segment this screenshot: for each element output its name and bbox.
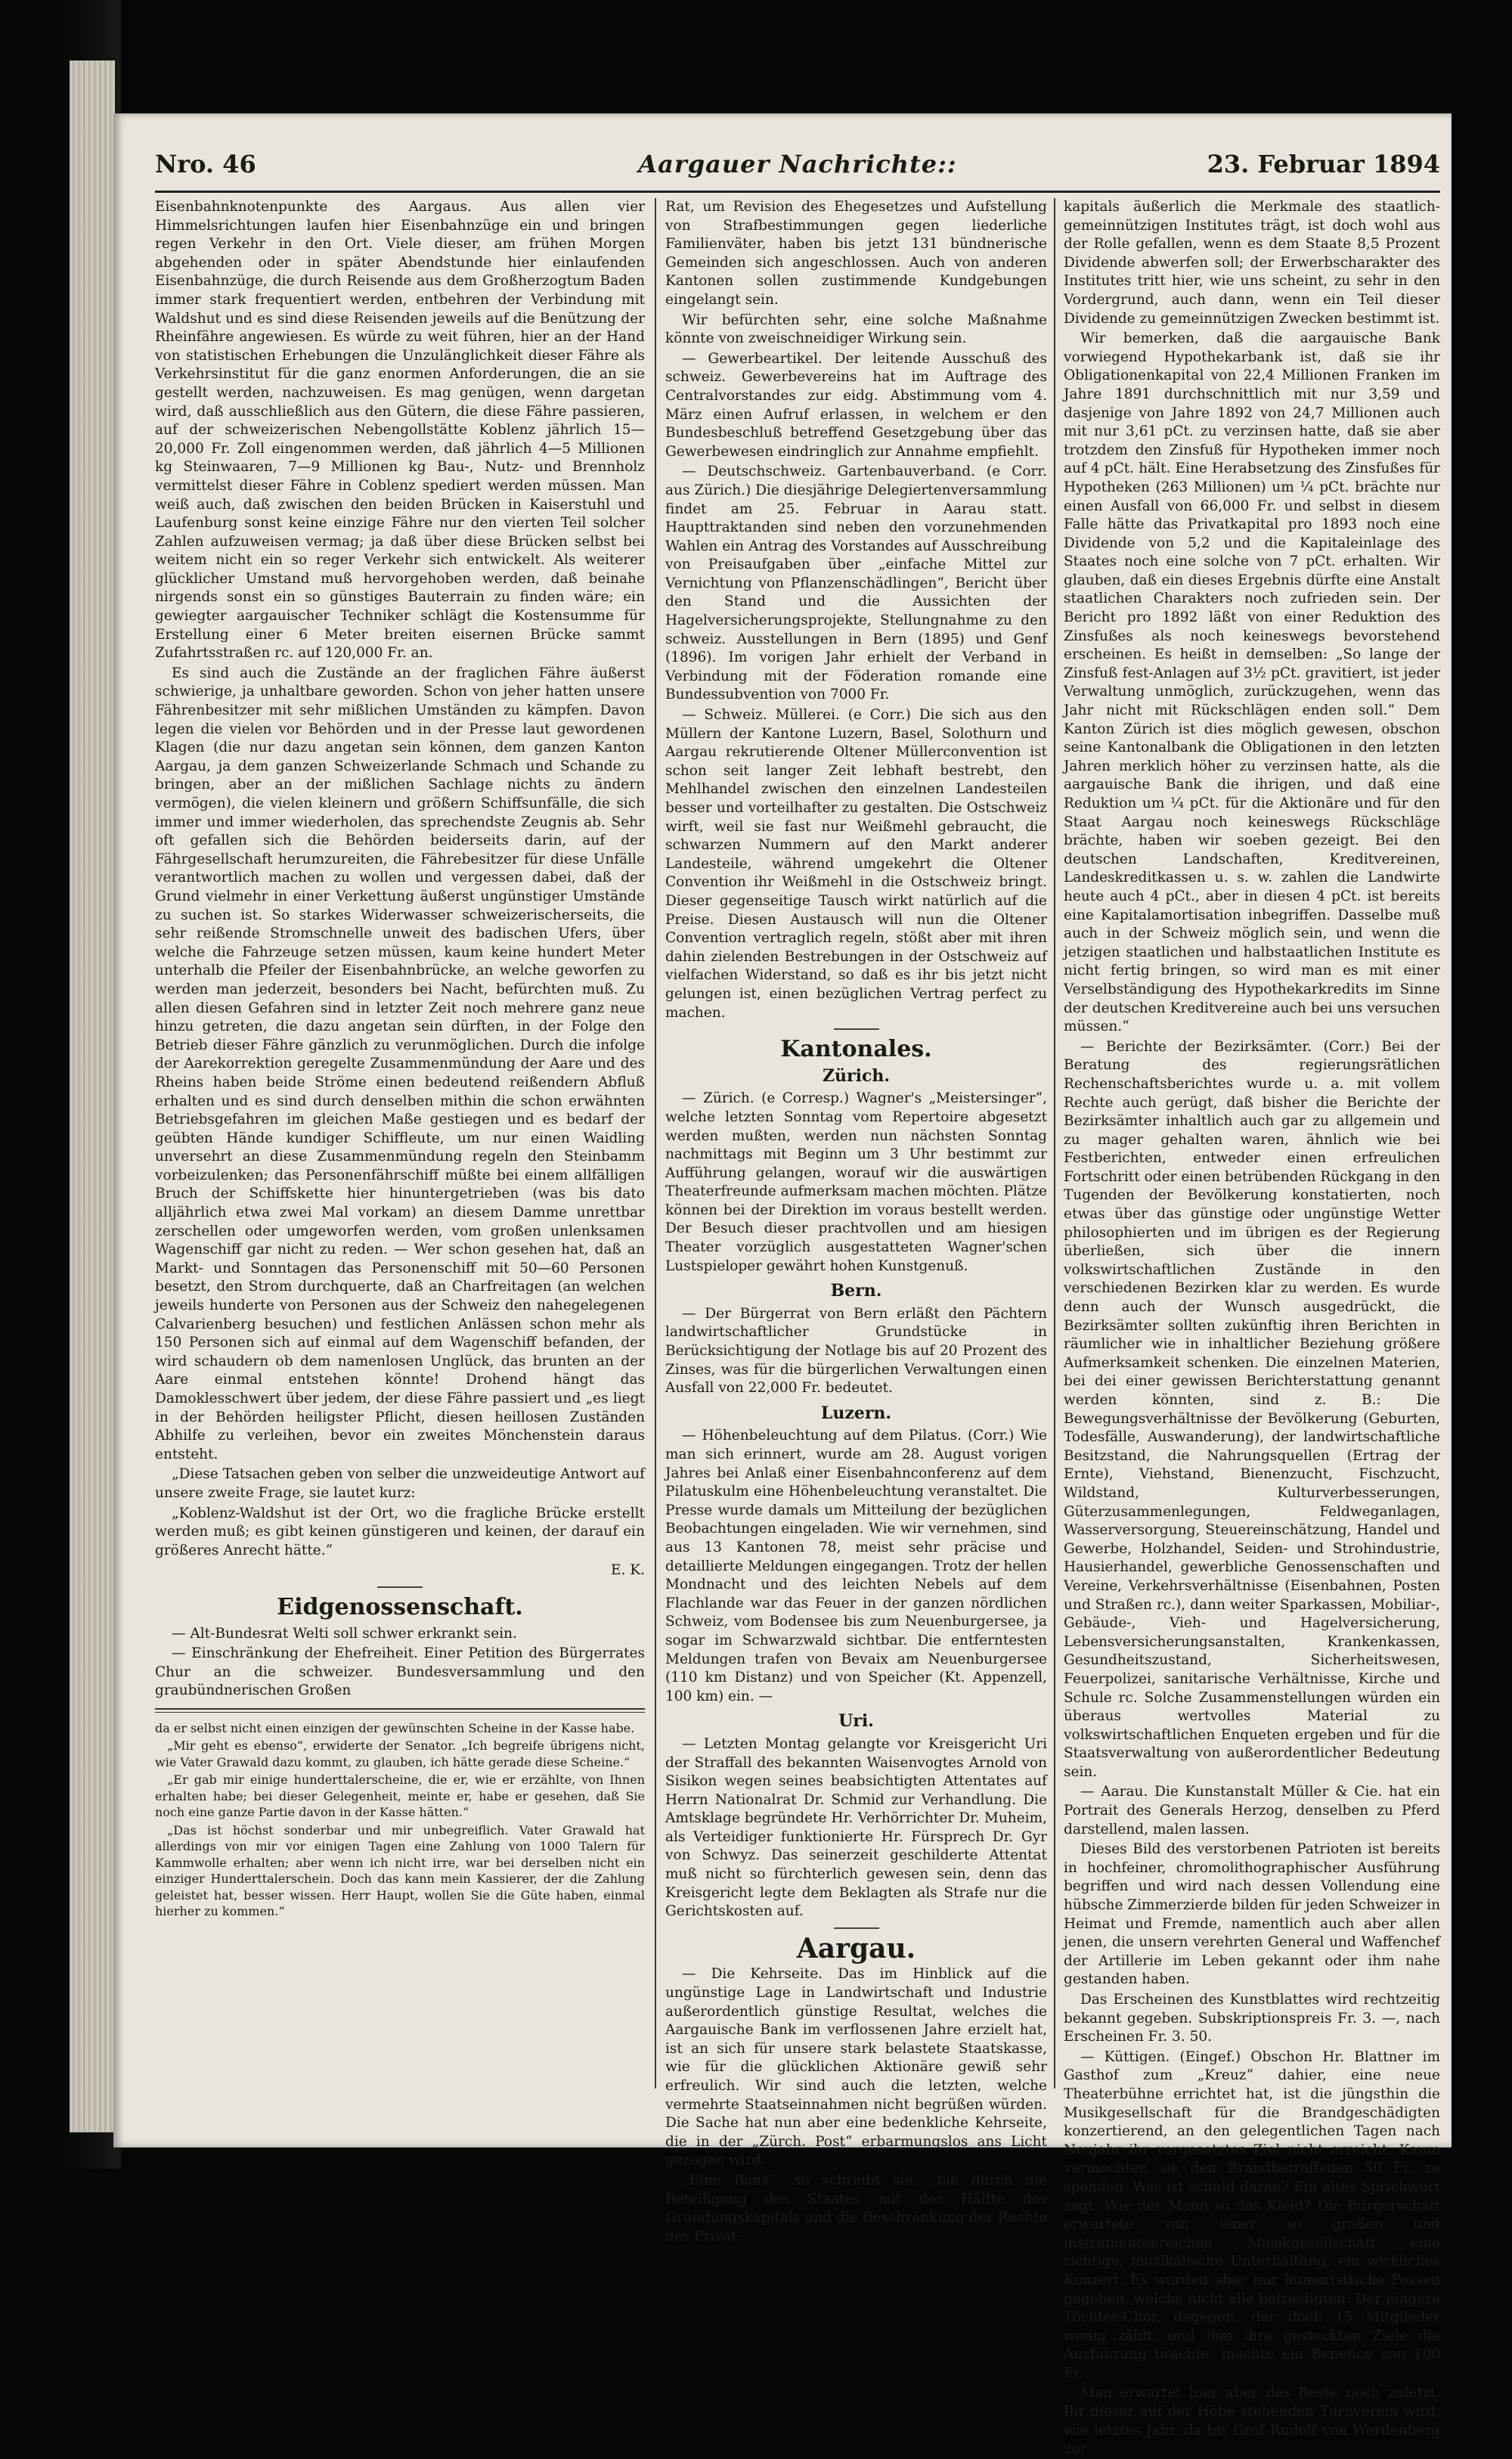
feuilleton-paragraph: „Das ist höchst sonderbar und mir unbegreiflich. Vater Grawald hat allerdings von mir vor einigen Tagen eine Zahlung von 1000 Talern für Kammwolle erhalten; aber wenn ich nicht irre, war bei derselben nicht ein einziger Hunderttalerschein. Doch das kann mein Kassierer, der die Zahlung geleistet hat, besser wissen. Herr Haupt, wollen Sie die Güte haben, einmal hierher zu kommen.“ xyxy=(155,1822,645,1919)
separator xyxy=(834,1028,879,1030)
feuilleton-paragraph: da er selbst nicht einen einzigen der gewünschten Scheine in der Kasse habe. xyxy=(155,1720,635,1735)
article-paragraph: — Deutschschweiz. Gartenbauverband. (e Corr. aus Zürich.) Die diesjährige Delegiertenversammlung findet am 25. Februar in Aarau statt. Haupttraktanden sind neben den vorzunehmenden Wahlen ein Antrag des Vorstandes auf Ausschreibung von Preisaufgaben über „einfache Mittel zur Vernichtung von Pflanzenschädlingen“, Bericht über den Stand und die Aussichten der Hagelversicherungsprojekte, Stellungnahme zu den schweiz. Ausstellungen in Bern (1895) und Genf (1896). Im vorigen Jahr erhielt der Verband in Verbindung mit der Föderation romande eine Bundessubvention von 7000 Fr. xyxy=(665,464,1047,703)
article-paragraph: — Alt-Bundesrat Welti soll schwer erkrankt sein. xyxy=(172,1625,517,1642)
article-paragraph: — Aarau. Die Kunstanstalt Müller & Cie. hat ein Portrait des Generals Herzog, denselben zu Pferd darstellend, malen lassen. xyxy=(1064,1784,1440,1837)
section-heading-aargau: Aargau. xyxy=(796,1932,916,1964)
article-paragraph: „Diese Tatsachen geben von selber die unzweideutige Antwort auf unsere zweite Frage, sie lautet kurz: xyxy=(155,1466,645,1501)
article-paragraph: „Eine Bank“, so schreibt sie, „bie durch die Beteiligung des Staates mit der Hälfte des Gründungskapitals und die Beschränkung der Rechte des Privat- xyxy=(665,2172,1047,2244)
article-paragraph: Es sind auch die Zustände an der fraglichen Fähre äußerst schwierige, ja unhaltbare geworden. Schon von jeher hatten unsere Fährenbesitzer mit sehr mißlichen Umständen zu kämpfen. Davon legen die vielen vor Behörden und in der Presse laut gewordenen Klagen (die nur dazu angetan sein können, dem ganzen Kanton Aargau, ja dem ganzen Schweizerlande Schmach und Schande zu bringen, aber an der mißlichen Sachlage nichts zu ändern vermögen), die vielen kleinern und größern Schiffsunfälle, die sich immer und immer wiederholen, das sprechendste Zeugnis ab. Sehr oft gefallen sich die Behörden beiderseits darin, auf der Fährgesellschaft herumzureiten, die Fährebesitzer für diese Unfälle verantwortlich machen zu wollen und vergessen dabei, daß der Grund vielmehr in einer Verkettung äußerst ungünstiger Umstände zu suchen ist. So starkes Widerwasser schweizerischerseits, die sehr reißende Stromschnelle unweit des badischen Ufers, über welche die Fahrzeuge setzen müssen, kaum keine hundert Meter unterhalb die Pfeiler der Eisenbahnbrücke, an welche geworfen zu werden man jederzeit, besonders bei Nacht, befürchten muß. Zu allen diesen Gefahren sind in letzter Zeit noch mehrere ganz neue hinzu getreten, die dazu angetan sein dürften, in der Folge den Betrieb dieser Fähre gänzlich zu verunmöglichen. Durch die infolge der Aarekorrektion geregelte Zusammenmündung der Aare und des Rheins haben beide Ströme einen bedeutend reißendern Abfluß erhalten und es sind durch denselben mithin die schon erwähnten Betriebsgefahren im gleichen Maße gestiegen und es bedarf der geübten Hände kundiger Schiffleute, um nur einen Waidling unversehrt an diese Zusammenmündung regeln den Steinbamm vorbeizulenken; das Personenfährschiff müßte bei einem allfälligen Bruch der Schiffskette hier hinuntergetrieben (was bis dato alljährlich etwa zwei Mal vorkam) an diesem Damme unrettbar zerschellen oder umgeworfen werden, vom großen unlenksamen Wagenschiff gar nicht zu reden. — Wer schon gesehen hat, daß an Markt- und Sonntagen das Personenschiff mit 50—60 Personen besetzt, den Strom durchquerte, daß an Charfreitagen (an welchen jeweils hunderte von Personen aus der Schweiz den nahegelegenen Calvarienberg besuchen) und festlichen Anlässen schon mehr als 150 Personen sich auf einmal auf dem Wagenschiff befanden, der wird schaudern ob dem namenlosen Unglück, das brunten an der Aare einmal entstehen könnte! Drohend hängt das Damoklesschwert über jedem, der diese Fähre passiert und „es liegt in der Behörden heiligster Pflicht, diesen heillosen Zuständen Abhilfe zu verleihen, bevor ein zweites Mönchenstein daraus entsteht. xyxy=(155,665,645,1462)
page-edges xyxy=(70,60,115,2132)
article-paragraph: — Zürich. (e Corresp.) Wagner's „Meistersinger“, welche letzten Sonntag vom Repertoire abgesetzt werden mußten, werden nun nächsten Sonntag nachmittags mit Beginn um 3 Uhr bestimmt zur Aufführung gelangen, worauf wir die auswärtigen Theaterfreunde aufmerksam machen möchten. Plätze können bei der Direktion im voraus bestellt werden. Der Besuch dieser prachtvollen und am hiesigen Theater vorzüglich ausgestatteten Wagner'schen Lustspieloper gewährt hohen Kunstgenuß. xyxy=(665,1090,1048,1274)
author-signature: E. K. xyxy=(611,1562,645,1579)
feuilleton-rule xyxy=(155,1708,645,1713)
article-paragraph: — Der Bürgerrat von Bern erläßt den Pächtern landwirtschaftlicher Grundstücke in Berücksichtigung der Notlage bis auf 20 Prozent des Zinses, was für die bürgerlichen Verwaltungen einen Ausfall von 22,000 Fr. bedeutet. xyxy=(665,1305,1047,1397)
subheading-uri: Uri. xyxy=(838,1711,874,1732)
article-paragraph: — Einschränkung der Ehefreiheit. Einer Petition des Bürgerrates Chur an die schweizer. Bundesversammlung und den graubündnerischen Großen xyxy=(155,1645,645,1699)
feuilleton-paragraph: „Er gab mir einige hunderttalerscheine, die er, wie er erzählte, von Ihnen erhalten habe; bei dieser Gelegenheit, meinte er, habe er gesehen, daß Sie noch eine ganze Partie davon in der Kasse hätten.“ xyxy=(155,1772,645,1820)
feuilleton xyxy=(155,1720,645,1920)
article-paragraph: — Die Kehrseite. Das im Hinblick auf die ungünstige Lage in Landwirtschaft und Industrie außerordentlich günstige Resultat, welches die Aargauische Bank im verflossenen Jahre erzielt hat, ist an sich für unsere stark belastete Staatskasse, wie für die glücklichen Aktionäre gewiß sehr erfreulich. Wir sind auch die letzten, welche vermehrte Staatseinnahmen nicht begrüßen würden. Die Sache hat nun aber eine bedenkliche Kehrseite, die in der „Zürch. Post“ erbarmungslos ans Licht gezogen wird. xyxy=(665,1966,1047,2169)
article-paragraph: — Höhenbeleuchtung auf dem Pilatus. (Corr.) Wie man sich erinnert, wurde am 28. August vorigen Jahres bei Anlaß einer Eisenbahnconferenz auf dem Pilatuskulm eine Höhenbeleuchtung veranstaltet. Die Presse wurde damals um Mitteilung der bezüglichen Beobachtungen eingeladen. Wie wir vernehmen, sind aus 13 Kantonen 78, meist sehr präcise und detaillierte Meldungen eingegangen. Trotz der hellen Mondnacht und des leichten Nebels auf dem Flachlande war das Feuer in der ganzen nördlichen Schweiz, vom Bodensee bis zum Neuenburgersee, ja sogar im Schwarzwald sichtbar. Die entferntesten Meldungen trafen von Bevaix am Neuenburgersee (110 km Distanz) und von Speicher (Kt. Appenzell, 100 km) ein. — xyxy=(665,1428,1047,1704)
column-3 xyxy=(1064,198,1440,2457)
separator xyxy=(377,1586,423,1588)
column-rule xyxy=(1054,198,1055,2088)
article-paragraph: Rat, um Revision des Ehegesetzes und Aufstellung von Strafbestimmungen gegen liederliche Familienväter, haben bis jetzt 131 bündnerische Gemeinden sich angeschlossen. Auch von anderen Kantonen sollen zustimmende Kundgebungen eingelangt sein. xyxy=(665,199,1047,308)
subheading-bern: Bern. xyxy=(830,1281,882,1301)
article-paragraph: Dieses Bild des verstorbenen Patrioten ist bereits in hochfeiner, chromolithographischer Ausführung begriffen und wird nach dessen Vollendung eine hübsche Zimmerzierde bilden für jeden Schweizer in Heimat und Fremde, namentlich auch aber allen jenen, die unsern verehrten General und Waffenchef der Artillerie im Leben gekannt oder ihm nahe gestanden haben. xyxy=(1064,1841,1440,1988)
subheading-luzern: Luzern. xyxy=(820,1403,892,1423)
article-paragraph: — Gewerbeartikel. Der leitende Ausschuß des schweiz. Gewerbevereins hat im Auftrage des Centralvorstandes zur eidg. Abstimmung vom 4. März einen Aufruf erlassen, in welchem er den Bundesbeschluß betreffend Gesetzgebung über das Gewerbewesen eindringlich zur Annahme empfiehlt. xyxy=(665,350,1047,460)
separator xyxy=(834,1927,879,1929)
article-paragraph: kapitals äußerlich die Merkmale des staatlich-gemeinnützigen Institutes trägt, ist doch wohl aus der Rolle gefallen, wenn es dem Staate 8,5 Prozent Dividende abwerfen soll; der Erwerbscharakter des Institutes tritt hier, wie uns scheint, zu sehr in den Vordergrund, auch dann, wenn ein Teil dieser Dividende zu gemeinnützigen Zwecken bestimmt ist. xyxy=(1064,199,1440,327)
issue-date: 23. Februar 1894 xyxy=(1207,150,1440,178)
header-rule xyxy=(155,191,1440,193)
column-rule xyxy=(655,198,656,2088)
section-heading-eidgenossenschaft: Eidgenossenschaft. xyxy=(277,1593,523,1620)
article-paragraph: Wir bemerken, daß die aargauische Bank vorwiegend Hypothekarbank ist, daß sie ihr Obligationenkapital von 22,4 Millionen Franken im Jahre 1891 durchschnittlich mit nur 3,59 und dasjenige von Jahre 1892 von 24,7 Millionen auch mit nur 3,61 pCt. zu verzinsen hatte, daß sie aber trotzdem den Zinsfuß für Hypotheken immer noch auf 4 pCt. hält. Eine Herabsetzung des Zinsfußes für Hypotheken (263 Millionen) um ¼ pCt. brächte nur einen Ausfall von 66,000 Fr. und selbst in diesem Falle hätte das Privatkapital pro 1893 noch eine Dividende von 5,2 und die Kapitaleinlage des Staates noch eine solche von 7 pCt. erhalten. Wir glauben, daß ein dieses Ergebnis dürfte eine Anstalt staatlichen Charakters noch zufrieden sein. Der Bericht pro 1892 läßt von einer Reduktion des Zinsfußes als noch keineswegs bevorstehend erscheinen. Es heißt in demselben: „So lange der Zinsfuß fest-Anlagen auf 3½ pCt. gravitiert, ist jeder Verwaltung unmöglich, zurückzugehen, wenn das Jahr nicht mit Rückschlägen enden soll.“ Dem Kanton Zürich ist dies möglich gewesen, obschon seine Kantonalbank die Obligationen in den letzten Jahren merklich höher zu verzinsen hatte, als die aargauische Bank die ihrigen, und daß eine Reduktion um ¼ pCt. für die Aktionäre und für den Staat Aargau noch keineswegs Rückschläge brächte, haben wir soeben gezeigt. Bei den deutschen Landschaften, Kreditvereinen, Landeskreditkassen u. s. w. zahlen die Landwirte heute auch 4 pCt., aber in diesen 4 pCt. ist bereits eine Kapitalamortisation inbegriffen. Dasselbe muß auch in der Schweiz möglich sein, und wenn die jetzigen staatlichen und halbstaatlichen Institute es nicht fertig bringen, so wird man es mit einer Verselbständigung des Hypothekarkredits im Sinne der deutschen Kreditvereine auch bei uns versuchen müssen.“ xyxy=(1064,330,1440,1035)
column-1 xyxy=(155,198,645,2119)
article-paragraph: Wir befürchten sehr, eine solche Maßnahme könnte von zweischneidiger Wirkung sein. xyxy=(665,312,1047,347)
section-heading-kantonales: Kantonales. xyxy=(780,1036,932,1063)
article-paragraph: — Berichte der Bezirksämter. (Corr.) Bei der Beratung des regierungsrätlichen Rechenschaftsberichtes wurde u. a. mit vollem Rechte auch gerügt, daß bisher die Berichte der Bezirksämter inhaltlich auch gar zu allgemein und zu mager gehalten waren, ähnlich wie bei Festberichten, entweder einen erfreulichen Fortschritt oder einen betrübenden Rückgang in den Tugenden der Bevölkerung konstatierten, noch etwas über das günstige oder ungünstige Wetter philosophierten und im übrigen es der Regierung überließen, sich über die innern volkswirtschaftlichen Zustände in den verschiedenen Bezirken klar zu werden. Es wurde denn auch der Wunsch ausgedrückt, die Bezirksämter sollten zukünftig ihren Berichten in räumlicher wie in inhaltlicher Beziehung größere Aufmerksamkeit schenken. Die einzelnen Materien, bei dei einer gewissen Berichterstattung genannt werden könnten, sind z. B.: Die Bewegungsverhältnisse der Bevölkerung (Geburten, Todesfälle, Auswanderung), der landwirtschaftliche Besitzstand, die Nahrungsquellen (Ertrag der Ernte), Viehstand, Bienenzucht, Fischzucht, Wildstand, Kulturverbesserungen, Güterzusammenlegungen, Feldweganlagen, Wasserversorgung, Steuereinschätzung, Handel und Gewerbe, Holzhandel, Seiden- und Strohindustrie, Hausierhandel, gewerbliche Genossenschaften und Vereine, Verkehrsverhältnisse (Eisenbahnen, Posten und Straßen rc.), dann weiter Sparkassen, Mobiliar-, Gebäude-, Vieh- und Hagelversicherung, Lebensversicherungsanstalten, Krankenkassen, Gesundheitszustand, Sicherheitswesen, Feuerpolizei, sanitarische Verhältnisse, Kirche und Schule rc. Solche Zusammenstellungen würden ein überaus wertvolles Material zu volkswirtschaftlichen Enqueten ergeben und für die Staatsverwaltung von außerordentlicher Bedeutung sein. xyxy=(1064,1038,1440,1780)
article-paragraph: — Schweiz. Müllerei. (e Corr.) Die sich aus den Müllern der Kantone Luzern, Basel, Solothurn und Aargau rekrutierende Oltener Müllerconvention ist schon seit langer Zeit lebhaft bestrebt, den Mehlhandel zwischen den einzelnen Landesteilen besser und vorteilhafter zu gestalten. Die Ostschweiz wirft, weil sie fast nur Weißmehl gebraucht, die schwarzen Nummern auf den Markt anderer Landesteile, während umgekehrt die Oltener Convention ihr Weißmehl in die Ostschweiz bringt. Dieser gegenseitige Tausch wirkt natürlich auf die Preise. Diesen Austausch will nun die Oltener Convention vertraglich regeln, stößt aber mit ihren dahin zielenden Bestrebungen in der Ostschweiz auf vielfachen Widerstand, so daß es ihr bis jetzt nicht gelungen ist, einen bezüglichen Vertrag perfect zu machen. xyxy=(665,707,1047,1021)
feuilleton-paragraph: „Mir geht es ebenso“, erwiderte der Senator. „Ich begreife übrigens nicht, wie Vater Grawald dazu kommt, zu glauben, ich hätte gerade diese Scheine.“ xyxy=(155,1738,645,1769)
column-2 xyxy=(665,198,1048,2244)
article-paragraph: — Letzten Montag gelangte vor Kreisgericht Uri der Straffall des bekannten Waisenvogtes Arnold von Sisikon wegen seines beabsichtigten Attentates auf Herrn Nationalrat Dr. Schmid zur Verhandlung. Die Amtsklage begründete Hr. Verhörrichter Dr. Muheim, als Verteidiger funktionierte Hr. Fürsprech Dr. Gyr von Schwyz. Das seinerzeit geschilderte Attentat muß nicht so fürchterlich gewesen sein, denn das Kreisgericht legte dem Beklagten als Strafe nur die Gerichtskosten auf. xyxy=(665,1735,1047,1920)
page-header xyxy=(155,150,1440,185)
newspaper-title: Aargauer Nachrichte:: xyxy=(638,150,957,178)
article-paragraph: „Koblenz-Waldshut ist der Ort, wo die fragliche Brücke erstellt werden muß; es gibt keinen günstigeren und keinen, der darauf ein größeres Anrecht hätte.“ xyxy=(155,1505,645,1558)
article-paragraph: — Küttigen. (Eingef.) Obschon Hr. Blattner im Gasthof zum „Kreuz“ dahier, eine neue Theaterbühne errichtet hat, ist die jüngsthin die Musikgesellschaft für die Brandgeschädigten konzertierend, an den gelegentlichen Tagen nach Neujahr ihr vorgesetztes Ziel nicht erreicht. Kaum vermochten sie den Brandbetroffenen 50 Fr. zu spenden. Was ist schuld daran? Ein altes Sprichwort sagt: Wie der Mann so das Kleid? Die Bürgerschaft erwartete von einer so großen und instrumentenreichen Musikgesellschaft eine richtige, musikalische Unterhaltung, ein wirkliches Konzert. Es wurden aber nur humoristische Possen gegeben, welche nicht alle befriedigten. Der jüngere Töchter-Chor, dagegen, der doch 15 Mitglieder wenig zählt, und ihm ihre gesteckten Ziele die Ausführung brachte, machte ein Benefice von 100 Fr. xyxy=(1064,2048,1440,2381)
article-paragraph: Eisenbahnknotenpunkte des Aargaus. Aus allen vier Himmelsrichtungen laufen hier Eisenbahnzüge ein und bringen regen Verkehr in den Ort. Viele dieser, am frühen Morgen abgehenden oder in später Abendstunde hier einlaufenden Eisenbahnzüge, die durch Reisende aus dem Großherzogtum Baden immer stark frequentiert werden, entbehren der Verbindung mit Waldshut und es sind diese Reisenden jeweils auf die Benützung der Rheinfähre angewiesen. Es würde zu weit führen, hier an der Hand von statistischen Erhebungen die Unzulänglichkeit dieser Fähre als Verkehrsinstitut für die ganz enormen Anforderungen, die an sie gestellt werden, nachzuweisen. Es mag genügen, wenn dargetan wird, daß ausschließlich aus den Gütern, die diese Fähre passieren, auf der schweizerischen Nebengollstätte Koblenz jährlich 15—20,000 Fr. Zoll eingenommen werden, daß jährlich 4—5 Millionen kg Steinwaaren, 7—9 Millionen kg Bau-, Nutz- und Brennholz vermittelst dieser Fähre in Coblenz spediert werden müssen. Man weiß auch, daß zwischen den beiden Brücken in Kaiserstuhl und Laufenburg sonst keine einzige Fähre nur den vierten Teil solcher Zahlen aufzuweisen vermag; ja daß über diese Brücken selbst bei weitem nicht ein so reger Verkehr sich entwickelt. Als weiterer glücklicher Umstand muß hervorgehoben werden, daß beinahe nirgends sonst ein so günstiges Bauterrain zu finden wäre; ein gewiegter aargauischer Techniker schlägt die Kostensumme für Erstellung einer 6 Meter breiten eisernen Brücke sammt Zufahrtsstraßen rc. auf 120,000 Fr. an. xyxy=(155,199,645,662)
article-paragraph: Das Erscheinen des Kunstblattes wird rechtzeitig bekannt gegeben. Subskriptionspreis Fr. 3. —, nach Erscheinen Fr. 3. 50. xyxy=(1064,1992,1440,2045)
subheading-zuerich: Zürich. xyxy=(822,1065,891,1086)
issue-number: Nro. 46 xyxy=(155,150,256,178)
article-paragraph: Man erwartet hier aber das Beste noch zuletzt. Ihr dieser auf der Höhe stehenden Turnverein wird, wie letztes Jahr, da bis Graf Rudolf von Werdenberg zur xyxy=(1064,2385,1440,2457)
